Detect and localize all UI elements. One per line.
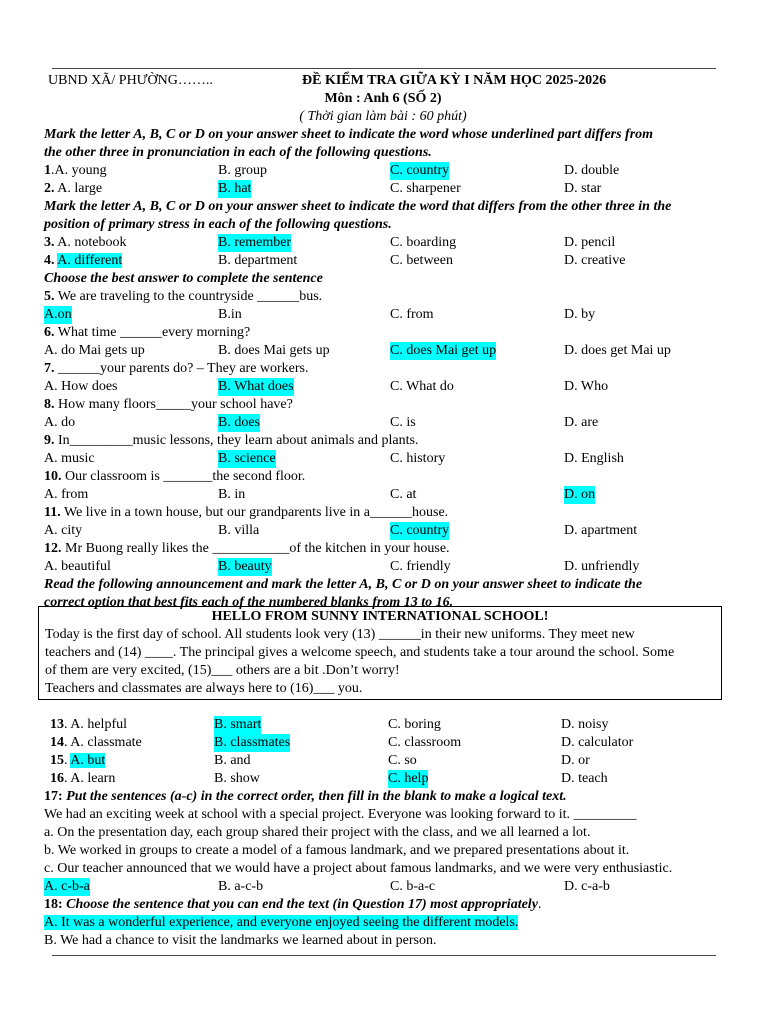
q3-option-a: A. notebook: [54, 235, 127, 250]
q11-stem: [44, 504, 722, 522]
question-3: [44, 234, 722, 252]
bottom-rule: [52, 955, 716, 956]
q7-text: ______your parents do? – They are workers.: [54, 361, 309, 376]
q3-option-b: B. remember: [218, 235, 292, 250]
q4-number: 4.: [44, 253, 55, 268]
q9-text: In_________music lessons, they learn about animals and plants.: [54, 433, 419, 448]
q15-option-d: D. or: [561, 753, 590, 768]
q4-option-b: B. department: [218, 253, 298, 268]
q5-option-b: B.in: [218, 307, 242, 322]
q6-stem: [44, 324, 722, 342]
q18-text: Choose the sentence that you can end the text (in Question 17) most appropriately: [62, 897, 538, 912]
instruction-reading-2: correct option that best fits each of the numbered blanks from 13 to 16.: [44, 595, 454, 610]
q18-instruction: [44, 896, 722, 914]
question-14: [50, 734, 722, 752]
exam-title: ĐỀ KIỂM TRA GIỮA KỲ I NĂM HỌC 2025-2026: [302, 73, 607, 88]
q17-instruction: [44, 788, 722, 806]
q6-option-b: B. does Mai gets up: [218, 343, 330, 358]
q12-option-b: B. beauty: [218, 559, 272, 574]
question-13: [50, 716, 722, 734]
announcement-line-2: teachers and (14) ____. The principal gives a welcome speech, and students take a tour around the school. Some: [45, 645, 675, 660]
q14-option-c: C. classroom: [388, 735, 462, 750]
q8-option-a: A. do: [44, 415, 76, 430]
q12-option-c: C. friendly: [390, 559, 451, 574]
time-line: ( Thời gian làm bài : 60 phút): [299, 109, 467, 124]
instruction-pronunciation-1: Mark the letter A, B, C or D on your answer sheet to indicate the word whose underlined part differs from: [44, 127, 654, 142]
instruction-stress-1: Mark the letter A, B, C or D on your answer sheet to indicate the word that differs from the other three in the: [44, 199, 672, 214]
q17-option-a: A. c-b-a: [44, 879, 90, 894]
q12-stem: [44, 540, 722, 558]
q4-option-d: D. creative: [564, 253, 626, 268]
q6-option-d: D. does get Mai up: [564, 343, 671, 358]
q11-number: 11.: [44, 505, 61, 520]
q5-option-a: A.on: [44, 307, 72, 322]
q9-option-d: D. English: [564, 451, 624, 466]
q10-option-a: A. from: [44, 487, 89, 502]
q3-number: 3.: [44, 235, 55, 250]
q1-option-c: C. country: [390, 163, 450, 178]
q10-number: 10.: [44, 469, 62, 484]
q12-number: 12.: [44, 541, 62, 556]
q17-text: Put the sentences (a-c) in the correct order, then fill in the blank to make a logical text.: [62, 789, 567, 804]
q1-option-d: D. double: [564, 163, 620, 178]
q17-number: 17:: [44, 789, 63, 804]
instruction-stress-2: position of primary stress in each of the following questions.: [44, 217, 392, 232]
q17-options: [44, 878, 722, 896]
q11-option-b: B. villa: [218, 523, 260, 538]
q2-option-a: A. large: [54, 181, 103, 196]
subject-line: Môn : Anh 6 (SỐ 2): [324, 91, 442, 106]
announcement-line-1: Today is the first day of school. All students look very (13) ______in their new uniforms. They meet new: [45, 627, 635, 642]
q16-option-c: C. help: [388, 771, 429, 786]
q17-intro: We had an exciting week at school with a special project. Everyone was looking forward to it. _________: [44, 807, 637, 822]
q2-option-b: B. hat: [218, 181, 252, 196]
q5-option-d: D. by: [564, 307, 596, 322]
q15-option-b: B. and: [214, 753, 251, 768]
q15-option-a: A. but: [70, 753, 106, 768]
q11-option-a: A. city: [44, 523, 83, 538]
q17-sentence-b: b. We worked in groups to create a model of a famous landmark, and we prepared presentations about it.: [44, 843, 630, 858]
q18-period: .: [537, 897, 542, 912]
q17-sentence-c: c. Our teacher announced that we would have a project about famous landmarks, and we were very enthusiastic.: [44, 861, 673, 876]
q6-text: What time ______every morning?: [54, 325, 251, 340]
question-1: [44, 162, 722, 180]
announcement-line-3: of them are very excited, (15)___ others are a bit .Don’t worry!: [45, 663, 400, 678]
q6-number: 6.: [44, 325, 55, 340]
q16-number: 16: [50, 771, 64, 786]
q10-option-d: D. on: [564, 487, 596, 502]
q8-option-d: D. are: [564, 415, 599, 430]
q7-option-c: C. What do: [390, 379, 454, 394]
q7-options: [44, 378, 722, 396]
q3-option-d: D. pencil: [564, 235, 616, 250]
q15-option-c: C. so: [388, 753, 417, 768]
q8-options: [44, 414, 722, 432]
instruction-pronunciation-2: the other three in pronunciation in each of the following questions.: [44, 145, 432, 160]
q13-option-c: C. boring: [388, 717, 441, 732]
q7-option-d: D. Who: [564, 379, 609, 394]
q13-number: 13: [50, 717, 64, 732]
q12-options: [44, 558, 722, 576]
q10-option-c: C. at: [390, 487, 417, 502]
q5-option-c: C. from: [390, 307, 434, 322]
q13-option-b: B. smart: [214, 717, 262, 732]
q18-option-a-row: [44, 914, 722, 932]
question-2: [44, 180, 722, 198]
q14-option-d: D. calculator: [561, 735, 634, 750]
q7-option-a: A. How does: [44, 379, 118, 394]
q10-options: [44, 486, 722, 504]
q14-number: 14: [50, 735, 64, 750]
q16-option-b: B. show: [214, 771, 260, 786]
q8-option-b: B. does: [218, 415, 260, 430]
question-16: [50, 770, 722, 788]
q18-option-a: A. It was a wonderful experience, and everyone enjoyed seeing the different models.: [44, 915, 519, 930]
q2-option-c: C. sharpener: [390, 181, 461, 196]
q12-option-a: A. beautiful: [44, 559, 111, 574]
q5-stem: [44, 288, 722, 306]
q14-option-b: B. classmates: [214, 735, 291, 750]
q16-option-a: . A. learn: [64, 771, 116, 786]
q17-sentence-a: a. On the presentation day, each group shared their project with the class, and we all learned a lot.: [44, 825, 591, 840]
q13-option-a: . A. helpful: [64, 717, 127, 732]
q12-option-d: D. unfriendly: [564, 559, 640, 574]
q4-option-a: A. different: [57, 253, 123, 268]
q17-option-d: D. c-a-b: [564, 879, 610, 894]
q10-option-b: B. in: [218, 487, 246, 502]
q1-option-b: B. group: [218, 163, 267, 178]
q14-option-a: . A. classmate: [64, 735, 142, 750]
q9-options: [44, 450, 722, 468]
q9-option-a: A. music: [44, 451, 95, 466]
q6-option-a: A. do Mai gets up: [44, 343, 145, 358]
top-rule: [52, 68, 716, 69]
q8-text: How many floors_____your school have?: [54, 397, 293, 412]
q6-option-c: C. does Mai get up: [390, 343, 497, 358]
q11-text: We live in a town house, but our grandparents live in a______house.: [60, 505, 449, 520]
q7-number: 7.: [44, 361, 55, 376]
q15-number: 15: [50, 753, 64, 768]
q6-options: [44, 342, 722, 360]
q18-number: 18:: [44, 897, 63, 912]
q5-options: [44, 306, 722, 324]
q13-option-d: D. noisy: [561, 717, 609, 732]
q4-option-c: C. between: [390, 253, 453, 268]
q11-option-d: D. apartment: [564, 523, 638, 538]
q8-stem: [44, 396, 722, 414]
announcement-title: HELLO FROM SUNNY INTERNATIONAL SCHOOL!: [211, 609, 549, 624]
q11-option-c: C. country: [390, 523, 450, 538]
q9-option-b: B. science: [218, 451, 276, 466]
announcement-line-4: Teachers and classmates are always here to (16)___ you.: [45, 681, 363, 696]
q18-option-b: B. We had a chance to visit the landmarks we learned about in person.: [44, 933, 437, 948]
q10-text: Our classroom is _______the second floor.: [61, 469, 306, 484]
q9-stem: [44, 432, 722, 450]
q7-stem: [44, 360, 722, 378]
q12-text: Mr Buong really likes the ___________of the kitchen in your house.: [61, 541, 450, 556]
q11-options: [44, 522, 722, 540]
question-15: [50, 752, 722, 770]
q10-stem: [44, 468, 722, 486]
instruction-reading-1: Read the following announcement and mark the letter A, B, C or D on your answer sheet to indicate the: [44, 577, 643, 592]
q8-option-c: C. is: [390, 415, 416, 430]
header-row: [44, 72, 722, 90]
q5-text: We are traveling to the countryside ______bus.: [54, 289, 323, 304]
q1-number: 1: [44, 163, 51, 178]
q8-number: 8.: [44, 397, 55, 412]
q9-option-c: C. history: [390, 451, 446, 466]
q1-option-a: .A. young: [51, 163, 107, 178]
q15-separator: .: [64, 753, 71, 768]
q17-option-c: C. b-a-c: [390, 879, 436, 894]
announcement-box: [38, 606, 722, 700]
q3-option-c: C. boarding: [390, 235, 457, 250]
q9-number: 9.: [44, 433, 55, 448]
q7-option-b: B. What does: [218, 379, 294, 394]
q17-option-b: B. a-c-b: [218, 879, 264, 894]
q5-number: 5.: [44, 289, 55, 304]
q2-option-d: D. star: [564, 181, 602, 196]
header-left: UBND XÃ/ PHƯỜNG……..: [48, 73, 213, 88]
question-4: [44, 252, 722, 270]
instruction-choose: Choose the best answer to complete the sentence: [44, 271, 323, 286]
q2-number: 2.: [44, 181, 55, 196]
q16-option-d: D. teach: [561, 771, 608, 786]
